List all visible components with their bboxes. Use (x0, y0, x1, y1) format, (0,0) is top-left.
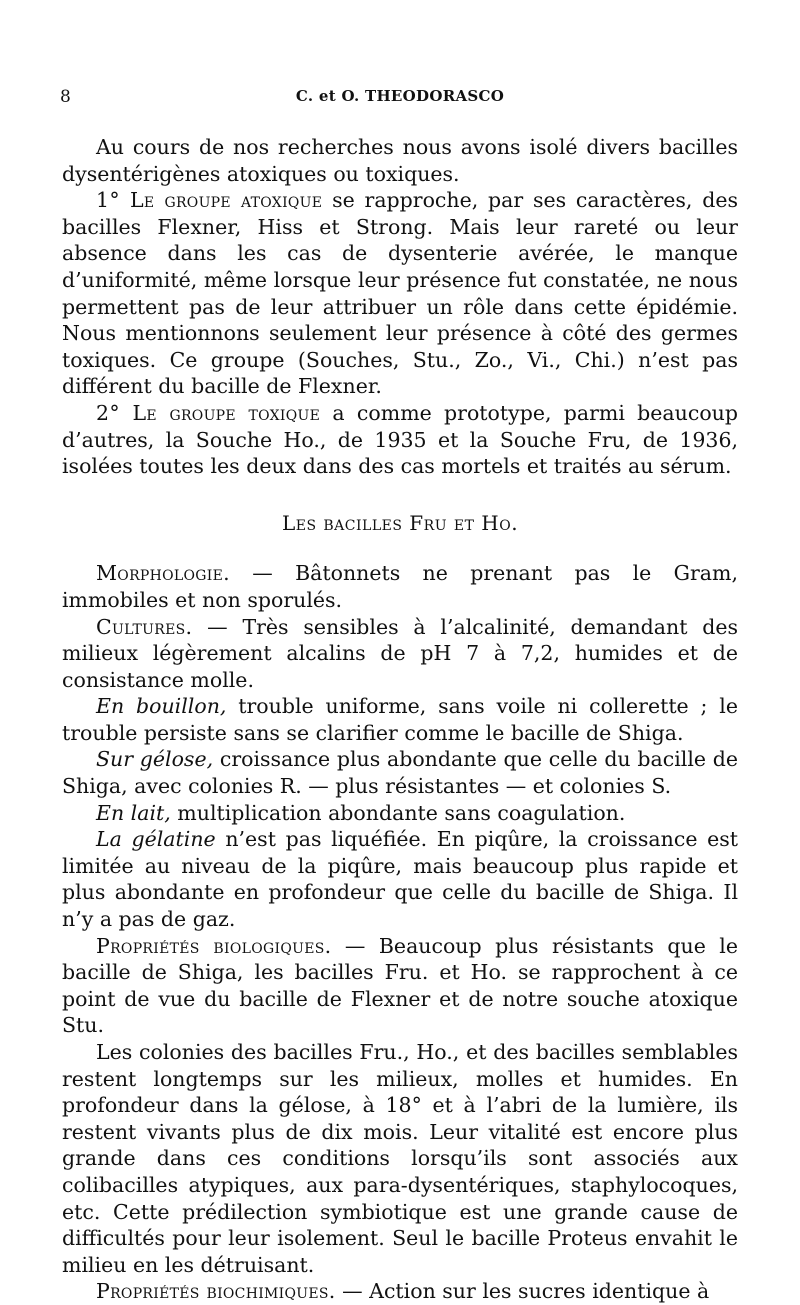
paragraph-lead: Morphologie. (96, 561, 230, 586)
paragraph-morphologie: Morphologie. — Bâtonnets ne prenant pas le Gram, immobiles et non sporulés. (62, 561, 738, 612)
body-text (62, 134, 738, 1305)
paragraph-lead: 1° Le groupe atoxique (96, 188, 323, 213)
page-header (60, 87, 740, 113)
paragraph-lead: En bouillon, (96, 694, 227, 719)
paragraph-lead: La gélatine (96, 827, 216, 852)
paragraph-gelose: Sur gélose, croissance plus abondante que celle du bacille de Shiga, avec colonies R. — plus résistantes — et colonies S. (62, 747, 738, 799)
paragraph-lead: Cultures. (96, 614, 193, 639)
paragraph-cultures: Cultures. — Très sensibles à l’alcalinité, demandant des milieux légèrement alcalins de pH 7 à 7,2, humides et de consistance molle. (62, 614, 738, 692)
paragraph-gelatine: La gélatine n’est pas liquéfiée. En piqûre, la croissance est limitée au niveau de la piqûre, mais beaucoup plus rapide et plus abondante en profondeur que celle du bacille de Shiga. Il n’y a pas de gaz. (62, 827, 738, 932)
paragraph-bouillon: En bouillon, trouble uniforme, sans voile ni collerette ; le trouble persiste sans se clarifier comme le bacille de Shiga. (62, 694, 738, 745)
paragraph-lead: Propriétés biologiques. (96, 933, 332, 958)
page-number: 8 (60, 87, 71, 107)
paragraph-lead: Sur gélose, (96, 747, 214, 772)
paragraph-lead: Propriétés biochimiques. (96, 1279, 336, 1304)
paragraph-groupe-atoxique: 1° Le groupe atoxique se rapproche, par ses caractères, des bacilles Flexner, Hiss et Strong. Mais leur rareté ou leur absence dans les cas de dysenterie avérée, le manque d’uniformité, même lorsque leur présence fut constatée, ne nous permettent pas de leur attribuer un rôle dans cette épidémie. Nous mentionnons seulement leur présence à côté des germes toxiques. Ce groupe (Souches, Stu., Zo., Vi., Chi.) n’est pas différent du bacille de Flexner. (62, 188, 738, 399)
paragraph-colonies: Les colonies des bacilles Fru., Ho., et des bacilles semblables restent longtemps sur les milieux, molles et humides. En profondeur dans la gélose, à 18° et à l’abri de la lumière, ils restent vivants plus de dix mois. Leur vitalité est encore plus grande dans ces conditions lorsqu’ils sont associés aux colibacilles atypiques, aux para-dysentériques, staphylocoques, etc. Cette prédilection symbiotique est une grande cause de difficultés pour leur isolement. Seul le bacille Proteus envahit le milieu en les détruisant. (62, 1040, 738, 1277)
paragraph-lait: En lait, multiplication abondante sans coagulation. (96, 800, 626, 825)
paragraph-intro: Au cours de nos recherches nous avons isolé divers bacilles dysentérigènes atoxiques ou toxiques. (62, 135, 738, 186)
paragraph-lead: En lait, (96, 800, 171, 825)
paragraph-lead: 2° Le groupe toxique (96, 400, 321, 425)
paragraph-groupe-toxique: 2° Le groupe toxique a comme prototype, parmi beaucoup d’autres, la Souche Ho., de 1935 et la Souche Fru, de 1936, isolées toutes les deux dans des cas mortels et traités au sérum. (62, 400, 738, 479)
running-title: C. et O. THEODORASCO (295, 87, 505, 105)
paragraph-proprietes-biochimiques: Propriétés biochimiques. — Action sur les sucres identique à (96, 1279, 710, 1304)
section-heading: Les bacilles Fru et Ho. (281, 510, 519, 535)
paragraph-proprietes-biologiques: Propriétés biologiques. — Beaucoup plus résistants que le bacille de Shiga, les bacilles Fru. et Ho. se rapprochent à ce point de vue du bacille de Flexner et de notre souche atoxique Stu. (62, 933, 738, 1038)
